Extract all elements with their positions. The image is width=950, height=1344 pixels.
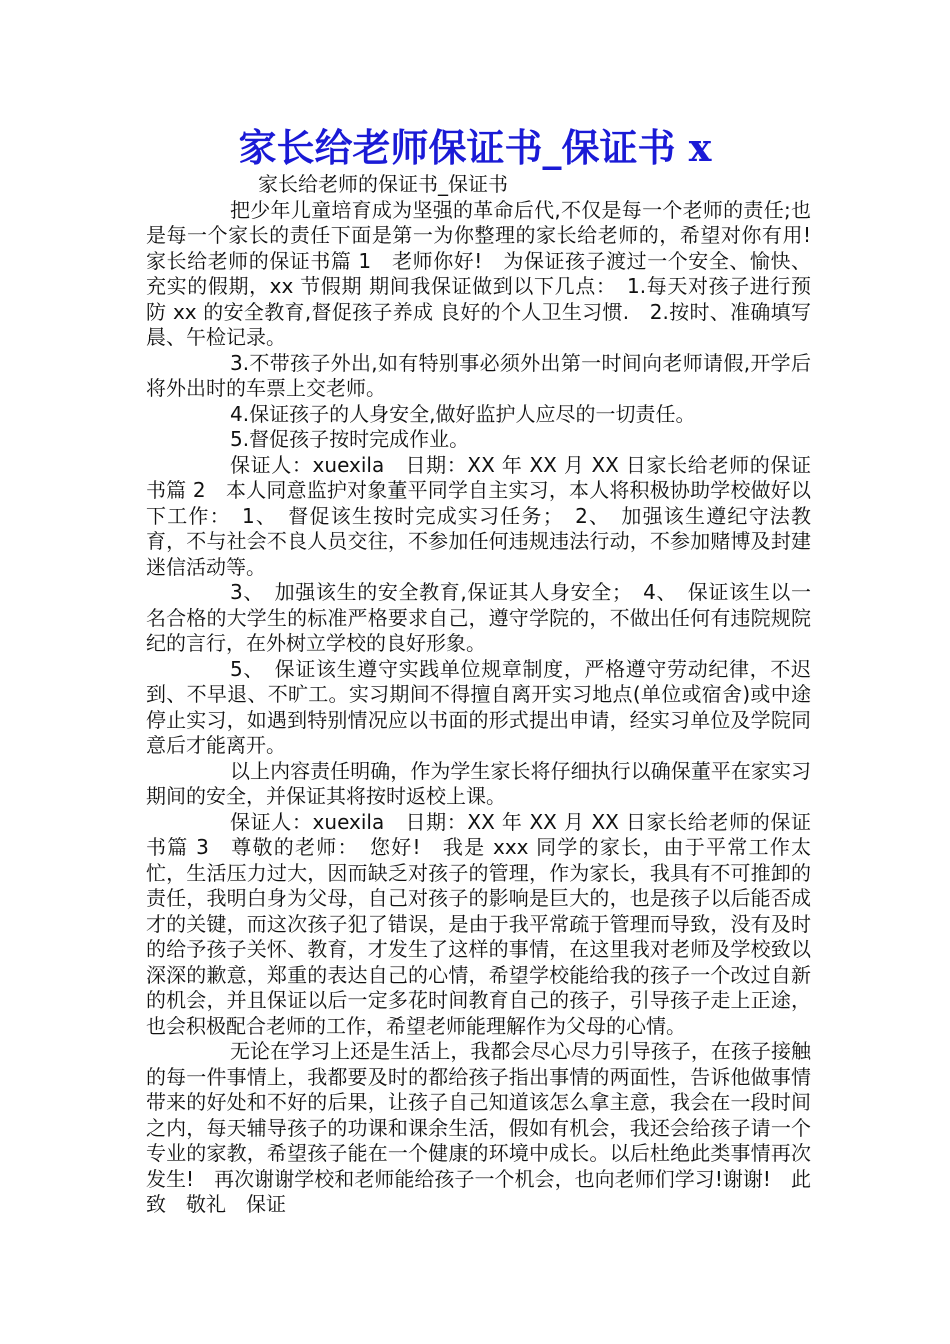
paragraph: 把少年儿童培育成为坚强的革命后代,不仅是每一个老师的责任;也是每一个家长的责任下面是第一为你整理的家长给老师的，希望对你有用!家长给老师的保证书篇 1 老师你好! 为保证孩子渡过一个安全、愉快、充实的假期，xx 节假期 期间我保证做到以下几点： 1.每天对孩子进行预防 xx 的安全教育,督促孩子养成 良好的个人卫生习惯. 2.按时、准确填写晨、午检记录。 <box>146 197 811 349</box>
paragraph: 5、 保证该生遵守实践单位规章制度，严格遵守劳动纪律，不迟到、不早退、不旷工。实习期间不得擅自离开实习地点(单位或宿舍)或中途停止实习，如遇到特别情况应以书面的形式提出申请，经实习单位及学院同意后才能离开。 <box>146 656 811 757</box>
paragraph: 5.督促孩子按时完成作业。 <box>230 427 470 451</box>
paragraph: 以上内容责任明确，作为学生家长将仔细执行以确保董平在家实习期间的安全，并保证其将按时返校上课。 <box>146 758 811 808</box>
paragraph: 保证人：xuexila 日期：XX 年 XX 月 XX 日家长给老师的保证书篇 3 尊敬的老师： 您好! 我是 xxx 同学的家长，由于平常工作太忙，生活压力过大，因而缺乏对孩子的管理，作为家长，我具有不可推卸的责任，我明白身为父母，自己对孩子的影响是巨大的，也是孩子以后能否成才的关键，而这次孩子犯了错误，是由于我平常疏于管理而导致，没有及时的给予孩子关怀、教育，才发生了这样的事情，在这里我对老师及学校致以深深的歉意，郑重的表达自己的心情，希望学校能给我的孩子一个改过自新的机会，并且保证以后一定多花时间教育自己的孩子，引导孩子走上正途，也会积极配合老师的工作，希望老师能理解作为父母的心情。 <box>146 809 811 1038</box>
document-title: 家长给老师保证书_保证书 x <box>238 125 712 170</box>
document-subtitle: 家长给老师的保证书_保证书 <box>258 172 508 196</box>
paragraph: 3.不带孩子外出,如有特别事必须外出第一时间向老师请假,开学后将外出时的车票上交老师。 <box>146 350 811 400</box>
paragraph: 无论在学习上还是生活上，我都会尽心尽力引导孩子，在孩子接触的每一件事情上，我都要及时的都给孩子指出事情的两面性，告诉他做事情带来的好处和不好的后果，让孩子自己知道该怎么拿主意，我会在一段时间之内，每天辅导孩子的功课和课余生活，假如有机会，我还会给孩子请一个专业的家教，希望孩子能在一个健康的环境中成长。以后杜绝此类事情再次发生! 再次谢谢学校和老师能给孩子一个机会，也向老师们学习!谢谢! 此致 敬礼 保证 <box>146 1039 811 1216</box>
document-body <box>146 172 811 1218</box>
paragraph: 3、 加强该生的安全教育,保证其人身安全； 4、 保证该生以一名合格的大学生的标准严格要求自己，遵守学院的，不做出任何有违院规院纪的言行，在外树立学校的良好形象。 <box>146 580 811 655</box>
paragraph: 保证人：xuexila 日期：XX 年 XX 月 XX 日家长给老师的保证书篇 2 本人同意监护对象董平同学自主实习，本人将积极协助学校做好以下工作： 1、 督促该生按时完成实习任务； 2、 加强该生遵纪守法教育，不与社会不良人员交往，不参加任何违规违法行动，不参加赌博及封建迷信活动等。 <box>146 452 811 579</box>
paragraph: 4.保证孩子的人身安全,做好监护人应尽的一切责任。 <box>230 401 696 426</box>
